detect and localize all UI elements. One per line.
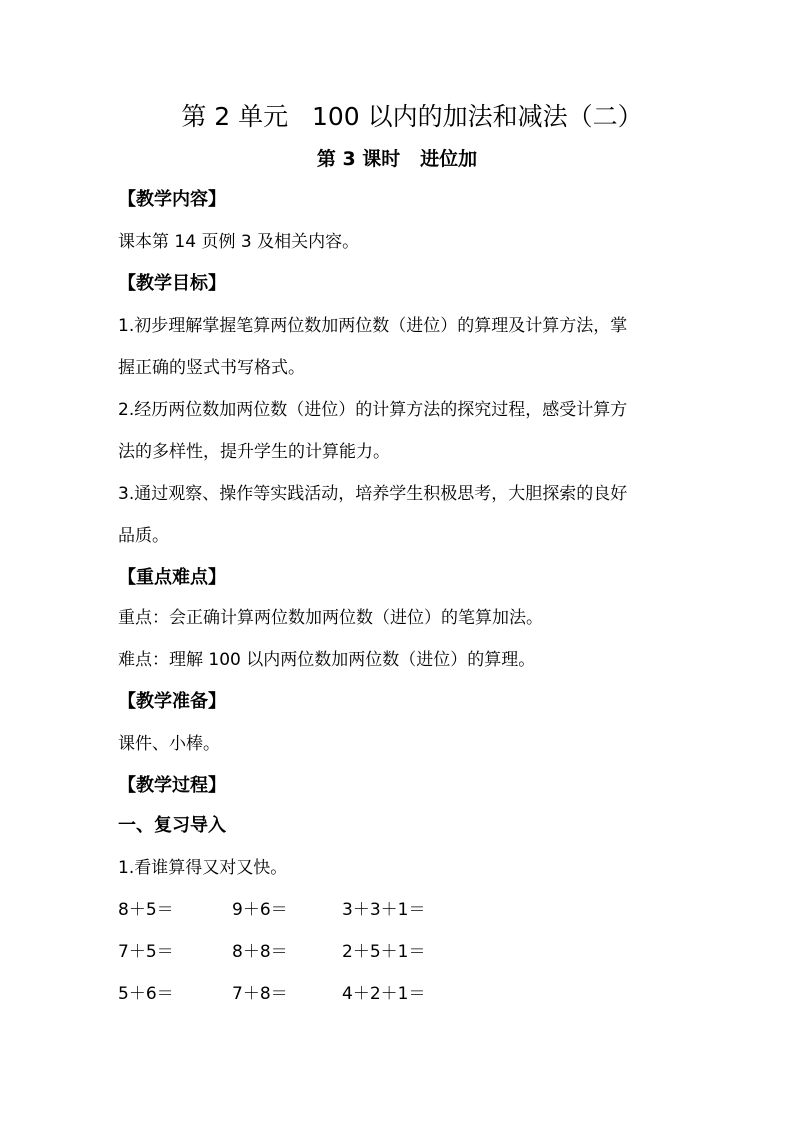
key-point-text: 重点：会正确计算两位数加两位数（进位）的笔算加法。 — [118, 608, 543, 628]
exercise-cell: 7＋8＝ — [232, 984, 288, 1004]
goal-1-line-1: 1.初步理解掌握笔算两位数加两位数（进位）的算理及计算方法，掌 — [118, 316, 628, 336]
section-heading-preparation: 【教学准备】 — [118, 691, 226, 712]
exercise-cell: 9＋6＝ — [232, 900, 288, 920]
lesson-subtitle: 第 3 课时 进位加 — [316, 148, 478, 170]
exercise-cell: 2＋5＋1＝ — [342, 942, 426, 962]
goal-1-line-2: 握正确的竖式书写格式。 — [118, 358, 305, 378]
goal-2-line-2: 法的多样性，提升学生的计算能力。 — [118, 442, 390, 462]
difficult-point-text: 难点：理解 100 以内两位数加两位数（进位）的算理。 — [118, 650, 536, 670]
exercise-cell: 8＋8＝ — [232, 942, 288, 962]
goal-3-line-1: 3.通过观察、操作等实践活动，培养学生积极思考，大胆探索的良好 — [118, 484, 628, 504]
exercise-cell: 7＋5＝ — [118, 942, 174, 962]
exercise-cell: 3＋3＋1＝ — [342, 900, 426, 920]
section-heading-content: 【教学内容】 — [118, 189, 226, 210]
exercise-cell: 5＋6＝ — [118, 984, 174, 1004]
section-heading-process: 【教学过程】 — [118, 775, 226, 796]
review-item-1: 1.看谁算得又对又快。 — [118, 858, 288, 878]
section-heading-key-points: 【重点难点】 — [118, 567, 226, 588]
section-heading-goals: 【教学目标】 — [118, 273, 226, 294]
exercise-cell: 4＋2＋1＝ — [342, 984, 426, 1004]
content-text: 课本第 14 页例 3 及相关内容。 — [118, 232, 360, 252]
exercise-cell: 8＋5＝ — [118, 900, 174, 920]
goal-3-line-2: 品质。 — [118, 526, 169, 546]
review-heading: 一、复习导入 — [118, 815, 226, 836]
document-title: 第 2 单元 100 以内的加法和减法（二） — [181, 102, 643, 131]
preparation-text: 课件、小棒。 — [118, 734, 220, 754]
goal-2-line-1: 2.经历两位数加两位数（进位）的计算方法的探究过程，感受计算方 — [118, 400, 628, 420]
